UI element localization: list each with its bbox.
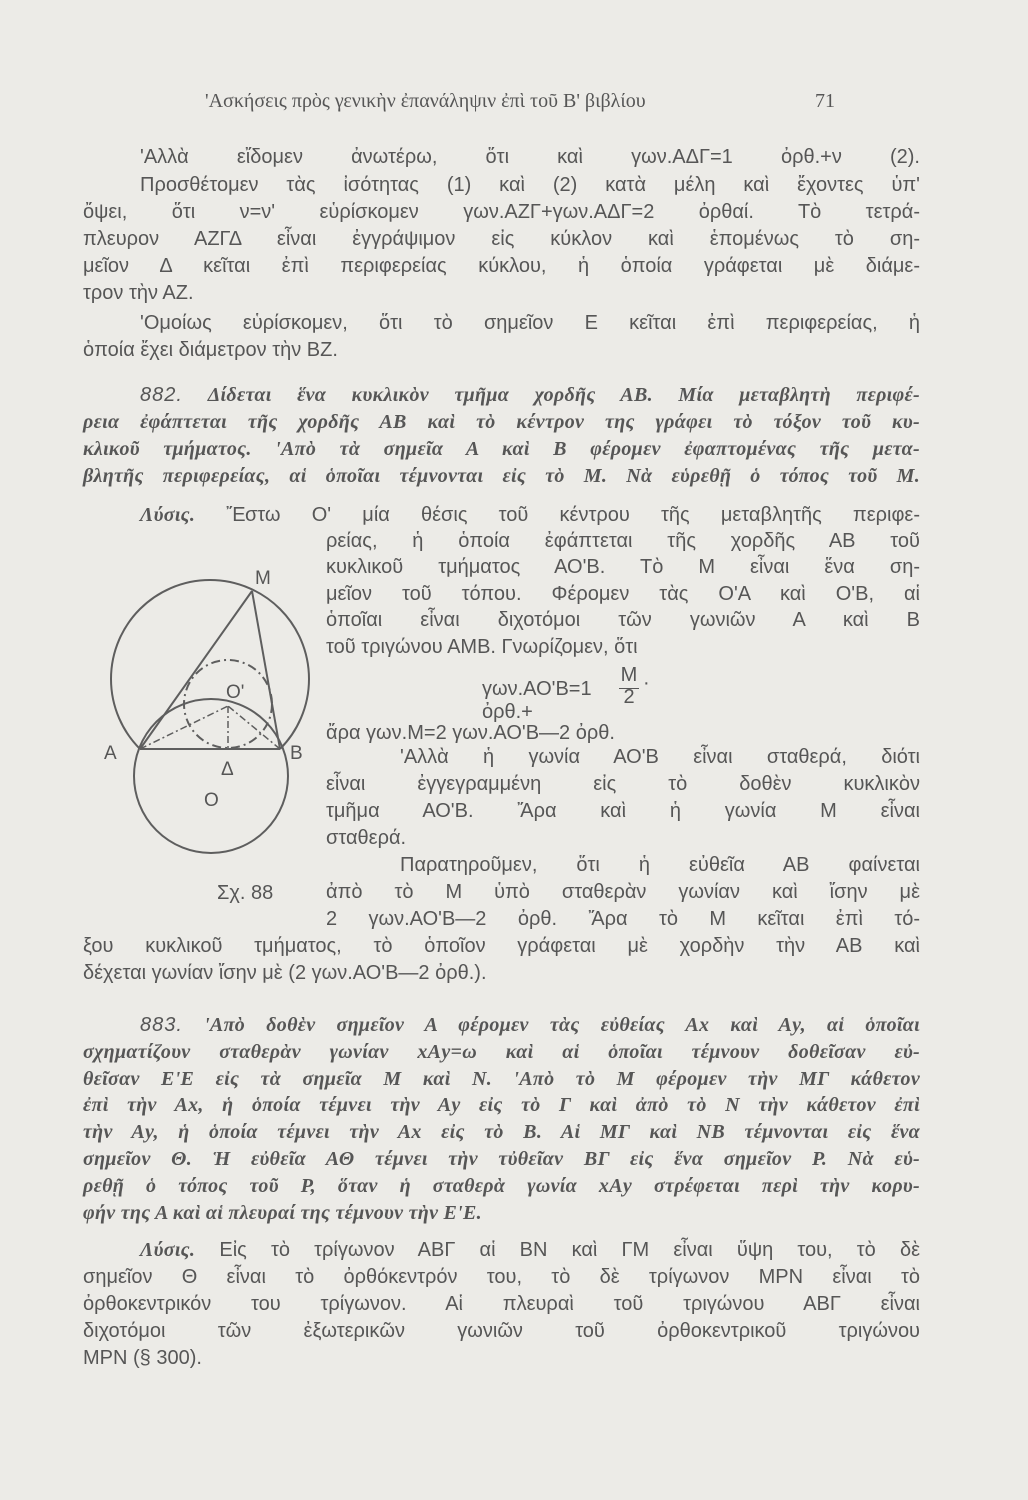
solution-line: μεῖον τοῦ τόπου. Φέρομεν τὰς Ο'Α καὶ Ο'Β, αἱ (326, 583, 920, 605)
tangent-am (140, 591, 252, 749)
label-o: Ο (204, 790, 219, 811)
problem-statement-line: ρεθῇ ὁ τόπος τοῦ Ρ, ὅταν ἡ σταθερὰ γωνία xΑy στρέφεται περὶ τὴν κορυ- (83, 1175, 920, 1197)
formula-end: · (643, 672, 650, 694)
formula-lhs: γων.ΑΟ'Β=1 ὀρθ.+ (482, 678, 592, 723)
problem-statement-line: κλικοῦ τμήματος. 'Απὸ τὰ σημεῖα Α καὶ Β φέρομεν ἐφαπτομένας τῆς μετα- (83, 438, 920, 460)
text-line: Προσθέτομεν τὰς ἰσότητας (1) καὶ (2) κατὰ μέλη καὶ ἔχοντες ὑπ' (140, 174, 920, 196)
text-line: 'Ομοίως εὑρίσκομεν, ὅτι τὸ σημεῖον Ε κεῖται ἐπὶ περιφερείας, ἡ (140, 312, 920, 334)
problem-statement-line: σχηματίζουν σταθερὰν γωνίαν xΑy=ω καὶ αἱ ὁποῖαι τέμνουν δοθεῖσαν εὐ- (83, 1041, 920, 1063)
solution-text: Εἰς τὸ τρίγωνον ΑΒΓ αἱ ΒΝ καὶ ΓΜ εἶναι ὕψη του, τὸ δὲ (219, 1239, 920, 1261)
solution-line: τοῦ τριγώνου ΑΜΒ. Γνωρίζομεν, ὅτι (326, 636, 638, 658)
problem-statement-line: φήν της Α καὶ αἱ πλευραί της τέμνουν τὴν Ε'Ε. (83, 1202, 482, 1224)
running-header-title: 'Ασκήσεις πρὸς γενικὴν ἐπανάληψιν ἐπὶ τοῦ Β' βιβλίου (205, 90, 646, 112)
upper-circle-arc (111, 580, 309, 749)
problem-statement-line: θεῖσαν Ε'Ε εἰς τὰ σημεῖα Μ καὶ Ν. 'Απὸ τὸ Μ φέρομεν τὴν ΜΓ κάθετον (83, 1068, 920, 1090)
label-o-prime: Ο' (226, 682, 245, 703)
problem-statement-line: σημεῖον Θ. Ἡ εὐθεῖα ΑΘ τέμνει τὴν τὐθεῖαν ΒΓ εἰς ἕνα σημεῖον Ρ. Νὰ εὑ- (83, 1148, 920, 1170)
page-number: 71 (815, 90, 835, 112)
solution-line: Παρατηροῦμεν, ὅτι ἡ εὐθεῖα ΑΒ φαίνεται (400, 854, 920, 876)
label-delta: Δ (221, 759, 234, 780)
text-line: ὁποία ἔχει διάμετρον τὴν ΒΖ. (83, 339, 338, 361)
bisector-a (140, 706, 228, 749)
solution-line: κυκλικοῦ τμήματος ΑΟ'Β. Τὸ Μ εἶναι ἕνα ση- (326, 556, 920, 578)
solution-line: σημεῖον Θ εἶναι τὸ ὀρθόκεντρόν του, τὸ δὲ τρίγωνον ΜΡΝ εἶναι τὸ (83, 1266, 920, 1288)
problem-882-line (140, 382, 920, 408)
solution-line: δέχεται γωνίαν ἴσην μὲ (2 γων.ΑΟ'Β—2 ὀρθ.). (83, 962, 487, 984)
solution-line: διχοτόμοι τῶν ἐξωτερικῶν γωνιῶν τοῦ ὀρθοκεντρικοῦ τριγώνου (83, 1320, 920, 1342)
text-line: 'Αλλὰ εἴδομεν ἀνωτέρω, ὅτι καὶ γων.ΑΔΓ=1 ὀρθ.+ν (2). (140, 146, 920, 168)
text-line: τρον τὴν ΑΖ. (83, 282, 194, 304)
bisector-b (228, 706, 280, 749)
label-a: Α (104, 743, 117, 764)
solution-line (140, 502, 920, 528)
variable-circle-o-prime (184, 660, 272, 748)
problem-statement-line: τὴν Αy, ἡ ὁποία τέμνει τὴν Αx εἰς τὸ Β. Αἱ ΜΓ καὶ ΝΒ τέμνονται εἰς ἕνα (83, 1121, 920, 1143)
solution-line: 2 γων.ΑΟ'Β—2 ὀρθ. Ἄρα τὸ Μ κεῖται ἐπὶ τό- (326, 908, 920, 930)
problem-number: 882. (140, 384, 183, 406)
solution-line: 'Αλλὰ ἡ γωνία ΑΟ'Β εἶναι σταθερά, διότι (400, 746, 920, 768)
problem-statement-line: βλητῆς περιφερείας, αἱ ὁποῖαι τέμνονται εἰς τὸ Μ. Νὰ εὑρεθῇ ὁ τόπος τοῦ Μ. (83, 465, 920, 487)
text-line: πλευρον ΑΖΓΔ εἶναι ἐγγράψιμον εἰς κύκλον καὶ ἑπομένως τὸ ση- (83, 228, 920, 250)
fraction-numerator: Μ (620, 664, 638, 686)
solution-line: σταθερά. (326, 827, 407, 849)
solution-line: ξου κυκλικοῦ τμήματος, τὸ ὁποῖον γράφεται μὲ χορδὴν τὴν ΑΒ καὶ (83, 935, 920, 957)
text-line: μεῖον Δ κεῖται ἐπὶ περιφερείας κύκλου, ἡ ὁποία γράφεται μὲ διάμε- (83, 255, 920, 277)
solution-line: ΜΡΝ (§ 300). (83, 1347, 202, 1369)
label-b: Β (290, 743, 303, 764)
solution-label: Λύσις. (140, 1239, 196, 1261)
label-m: Μ (255, 568, 271, 589)
solution-line: ἄρα γων.Μ=2 γων.ΑΟ'Β—2 ὀρθ. (326, 722, 615, 744)
solution-line (140, 1237, 920, 1263)
problem-883-line (140, 1012, 920, 1038)
solution-line: τμῆμα ΑΟ'Β. Ἄρα καὶ ἡ γωνία Μ εἶναι (326, 800, 920, 822)
problem-statement: Δίδεται ἕνα κυκλικὸν τμῆμα χορδῆς ΑΒ. Μία μεταβλητὴ περιφέ- (207, 384, 920, 406)
solution-label: Λύσις. (140, 504, 196, 526)
problem-statement: 'Απὸ δοθὲν σημεῖον Α φέρομεν τὰς εὐθείας Αx καὶ Αy, αἱ ὁποῖαι (204, 1014, 920, 1036)
solution-line: ὁποῖαι εἶναι διχοτόμοι τῶν γωνιῶν Α καὶ Β (326, 609, 920, 631)
problem-number: 883. (140, 1014, 183, 1036)
solution-line: εἶναι ἐγγεγραμμένη εἰς τὸ δοθὲν κυκλικὸν (326, 773, 920, 795)
text-line: ὄψει, ὅτι ν=ν' εὑρίσκομεν γων.ΑΖΓ+γων.ΑΔΓ=2 ὀρθαί. Τὸ τετρά- (83, 201, 920, 223)
solution-line: ἀπὸ τὸ Μ ὑπὸ σταθερὰν γωνίαν καὶ ἴσην μὲ (326, 881, 920, 903)
problem-statement-line: ἐπὶ τὴν Αx, ἡ ὁποία τέμνει τὴν Αy εἰς τὸ Γ καὶ ἀπὸ τὸ Ν τὴν κάθετον ἐπὶ (83, 1094, 920, 1116)
problem-statement-line: ρεια ἐφάπτεται τῆς χορδῆς ΑΒ καὶ τὸ κέντρον της γράφει τὸ τόξον τοῦ κυ- (83, 411, 920, 433)
figure-caption: Σχ. 88 (217, 882, 274, 904)
tangent-bm (252, 591, 280, 749)
solution-text: Ἔστω Ο' μία θέσις τοῦ κέντρου τῆς μεταβλητῆς περιφε- (226, 504, 920, 526)
solution-line: ρείας, ἡ ὁποία ἐφάπτεται τῆς χορδῆς ΑΒ τοῦ (326, 530, 920, 552)
fraction-denominator: 2 (623, 686, 635, 708)
lower-circle-o (134, 699, 288, 853)
solution-line: ὀρθοκεντρικόν του τρίγωνον. Αἱ πλευραὶ τοῦ τριγώνου ΑΒΓ εἶναι (83, 1293, 920, 1315)
